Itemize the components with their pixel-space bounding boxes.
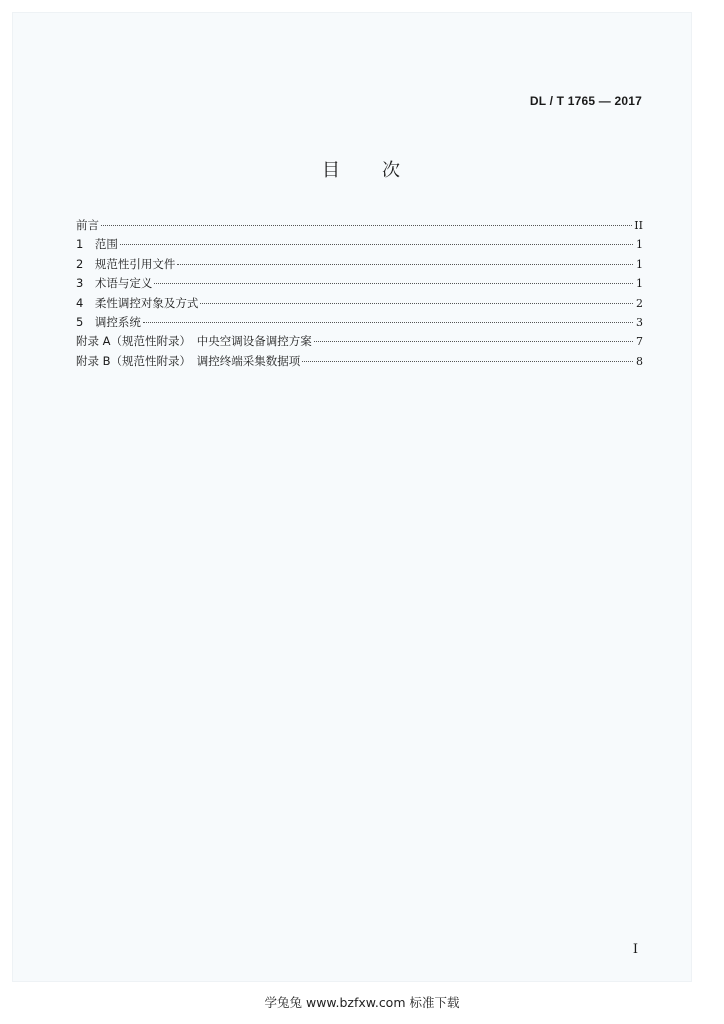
toc-entry-label: 1 范围 — [76, 237, 118, 252]
toc-entry-page: 2 — [636, 296, 643, 310]
toc-leader-dots — [200, 303, 633, 304]
toc-leader-dots — [101, 225, 632, 226]
page-number: I — [632, 942, 638, 957]
toc-entry-label: 附录 A（规范性附录） 中央空调设备调控方案 — [76, 334, 312, 349]
toc-entry-page: 8 — [636, 354, 643, 368]
toc-entry-page: 7 — [636, 335, 643, 349]
toc-entry-terms-definitions[interactable] — [76, 274, 643, 293]
toc-leader-dots — [120, 244, 633, 245]
toc-entry-label: 5 调控系统 — [76, 314, 141, 329]
toc-entry-normative-references[interactable] — [76, 255, 643, 274]
toc-entry-appendix-a[interactable] — [76, 332, 643, 351]
toc-entry-scope[interactable] — [76, 235, 643, 254]
toc-leader-dots — [143, 322, 633, 323]
footer-watermark: 学兔兔 www.bzfxw.com 标准下载 — [264, 995, 460, 1010]
toc-entry-page: 3 — [636, 315, 643, 329]
toc-entry-control-objects[interactable] — [76, 294, 643, 313]
toc-entry-page: 1 — [636, 277, 643, 291]
title-char-right: 次 — [382, 160, 402, 181]
toc-entry-control-system[interactable] — [76, 313, 643, 332]
page-title — [0, 156, 724, 182]
toc-leader-dots — [177, 264, 633, 265]
toc-entry-label: 前言 — [76, 218, 99, 232]
title-char-left: 目 — [322, 160, 342, 181]
toc-entry-label: 4 柔性调控对象及方式 — [76, 295, 199, 310]
toc-entry-foreword[interactable] — [76, 216, 643, 235]
toc-entry-page: 1 — [636, 238, 643, 252]
toc-leader-dots — [154, 283, 633, 284]
toc-entry-label: 3 术语与定义 — [76, 276, 153, 291]
toc-entry-page: II — [634, 219, 643, 232]
toc-leader-dots — [302, 361, 633, 362]
standard-code: DL / T 1765 — 2017 — [529, 94, 642, 108]
toc-entry-label: 附录 B（规范性附录） 调控终端采集数据项 — [76, 353, 301, 368]
toc-entry-label: 2 规范性引用文件 — [76, 256, 176, 271]
toc-entry-appendix-b[interactable] — [76, 352, 643, 371]
table-of-contents — [76, 216, 643, 371]
toc-entry-page: 1 — [636, 257, 643, 271]
toc-leader-dots — [314, 341, 633, 342]
